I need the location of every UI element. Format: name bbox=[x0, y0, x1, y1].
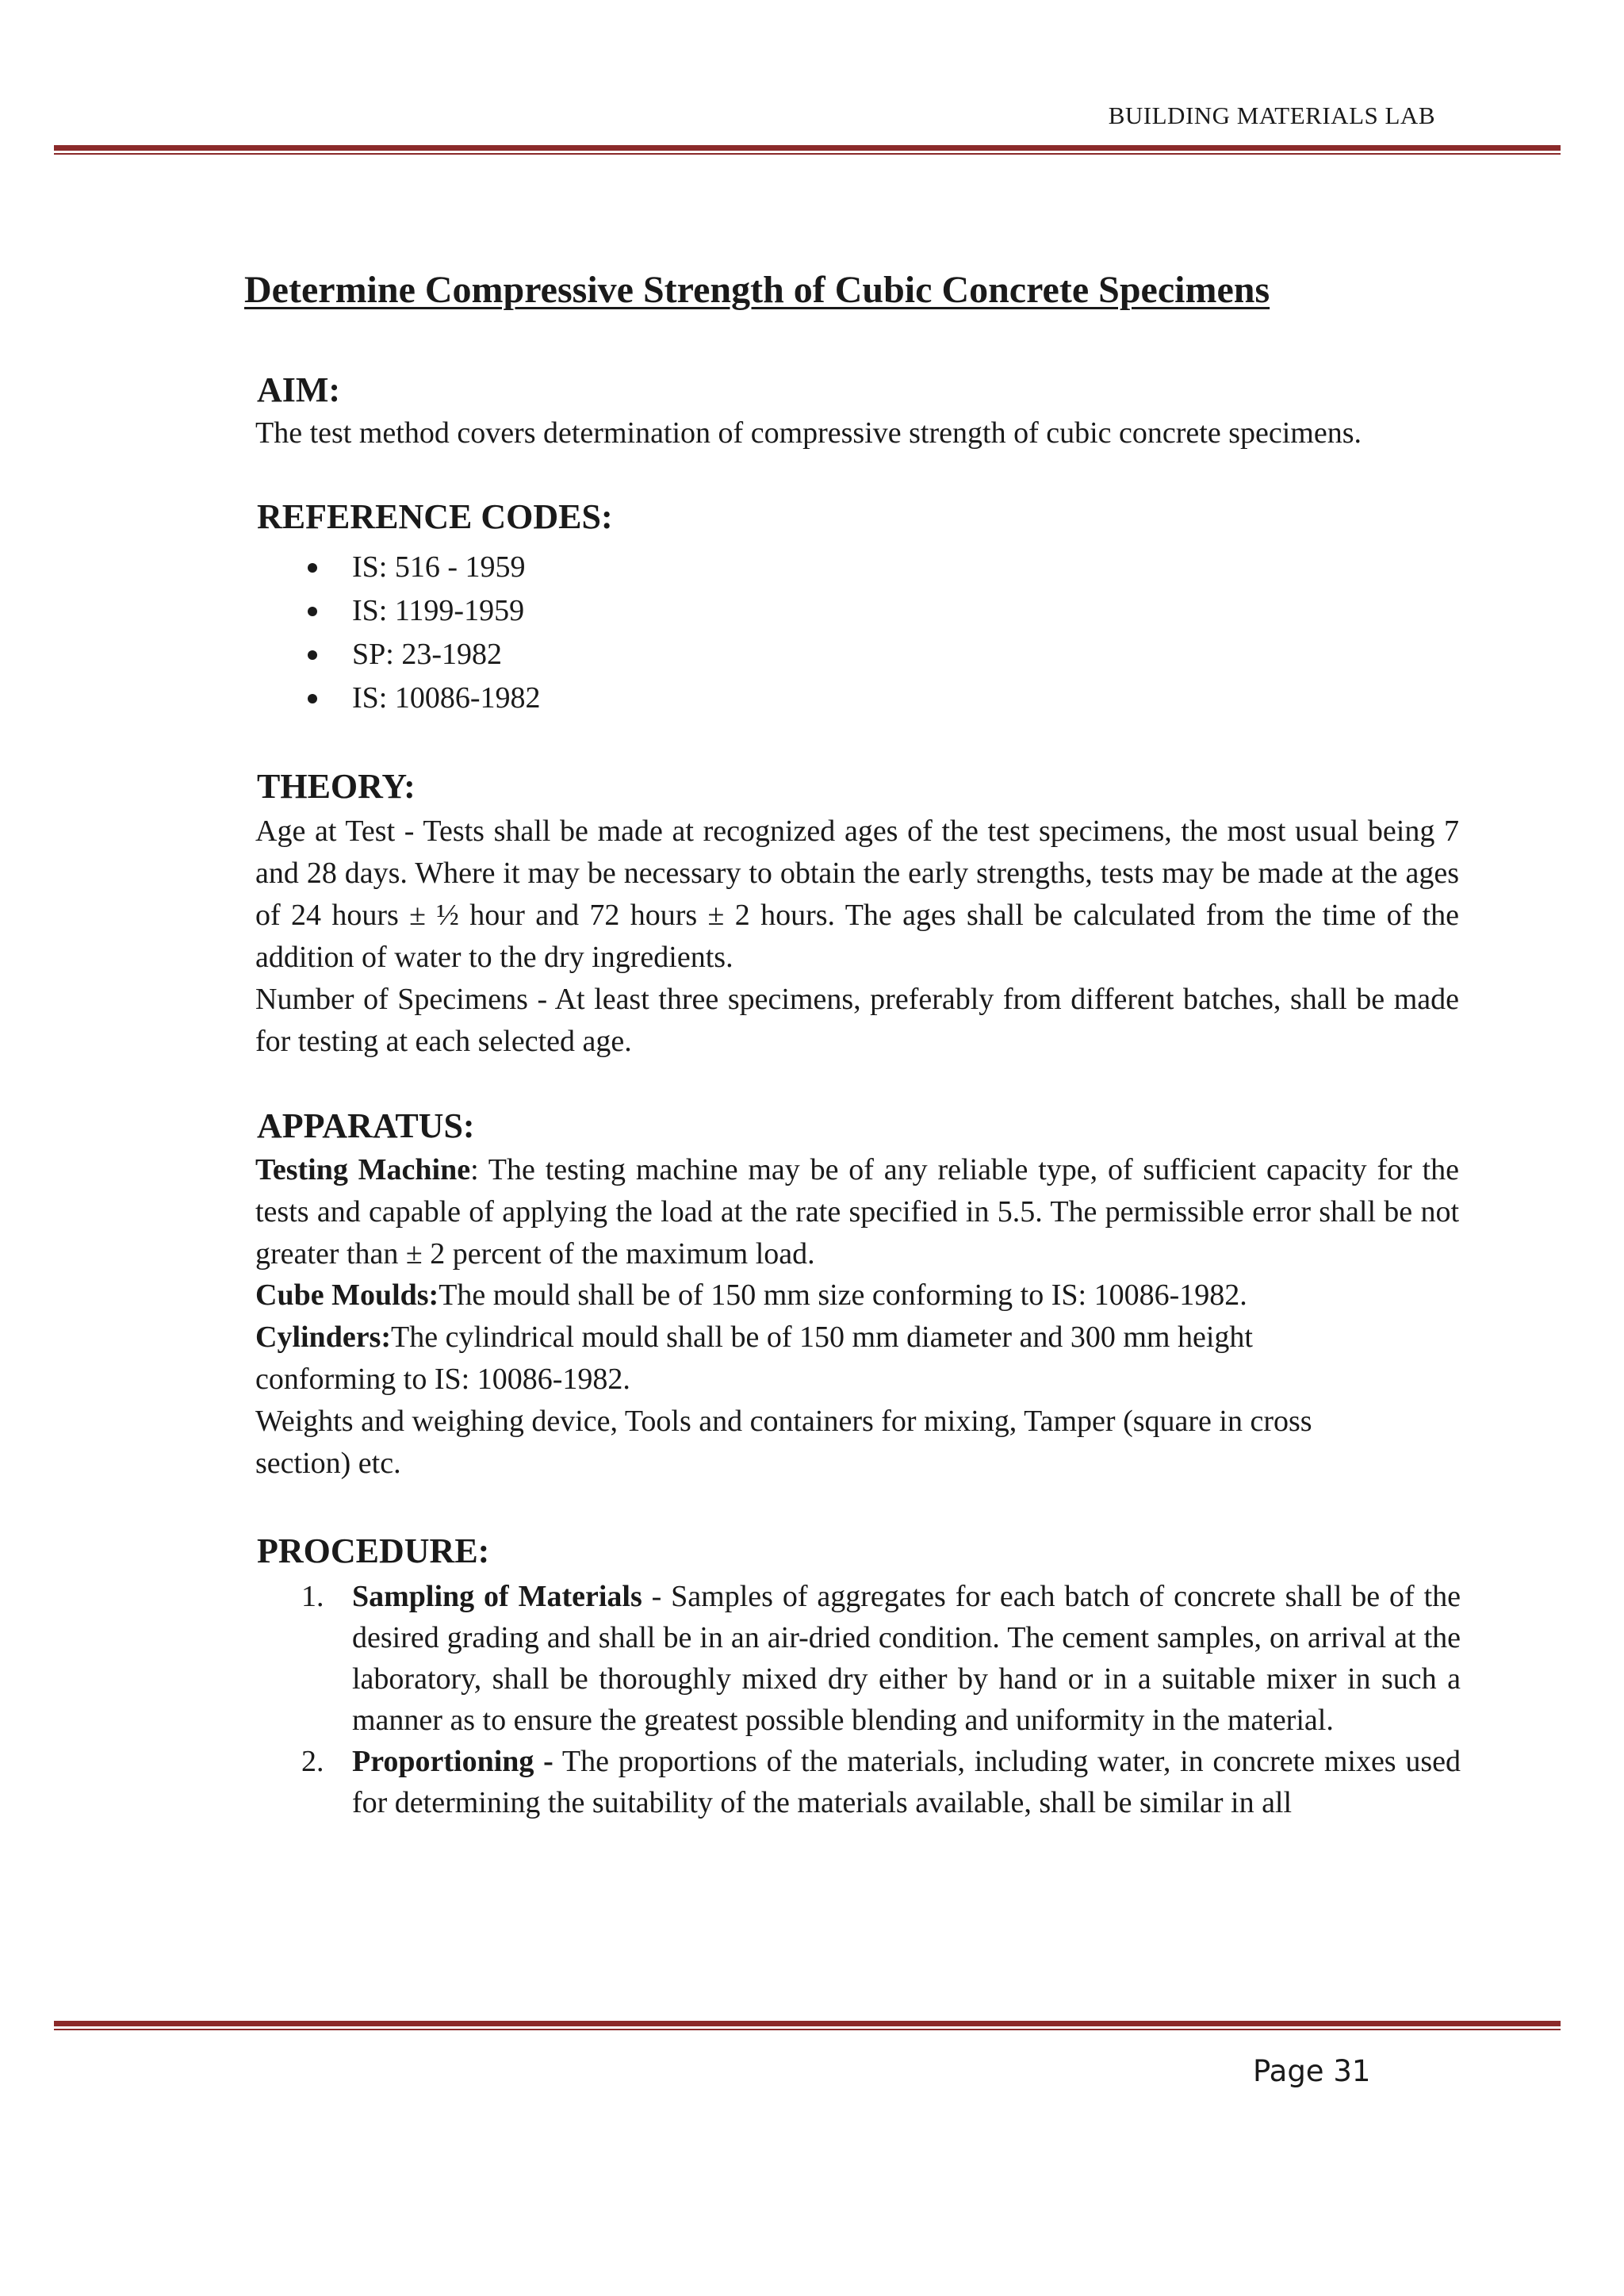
theory-age-paragraph: Age at Test - Tests shall be made at recognized ages of the test specimens, the most usual being 7 and 28 days. Where it may be necessary to obtain the early strengths, tests may be made at the ages of 24 hours ± ½ hour and 72 hours ± 2 hours. The ages shall be calculated from the time of the addition of water to the dry ingredients. bbox=[255, 815, 1459, 974]
bullet-icon bbox=[308, 694, 317, 703]
step-number: 1. bbox=[301, 1580, 324, 1613]
running-header: BUILDING MATERIALS LAB bbox=[1108, 102, 1435, 129]
list-item bbox=[304, 633, 541, 677]
procedure-step bbox=[298, 1576, 1461, 1741]
theory-heading: THEORY: bbox=[257, 767, 416, 806]
other-apparatus-text-continued: section) etc. bbox=[255, 1447, 401, 1480]
procedure-heading: PROCEDURE: bbox=[257, 1531, 490, 1570]
reference-codes-list bbox=[304, 546, 541, 720]
list-item bbox=[304, 589, 541, 633]
testing-machine-text: : The testing machine may be of any reliable type, of sufficient capacity for the tests and capable of applying the load at the rate specified in 5.5. The permissible error shall be not greater than ± 2 percent of the maximum load. bbox=[255, 1153, 1460, 1271]
aim-heading: AIM: bbox=[257, 370, 341, 409]
aim-paragraph: The test method covers determination of compressive strength of cubic concrete specimens. bbox=[255, 416, 1362, 450]
list-item bbox=[304, 677, 541, 720]
step-number: 2. bbox=[301, 1745, 324, 1778]
theory-text bbox=[255, 811, 1459, 1063]
bullet-icon bbox=[308, 650, 317, 660]
other-apparatus-text: Weights and weighing device, Tools and containers for mixing, Tamper (square in cross bbox=[255, 1405, 1312, 1438]
procedure-step bbox=[298, 1741, 1461, 1823]
apparatus-testing-machine bbox=[255, 1149, 1459, 1275]
list-item bbox=[304, 546, 541, 589]
bullet-icon bbox=[308, 563, 317, 573]
reference-code: SP: 23-1982 bbox=[352, 638, 502, 671]
bullet-icon bbox=[308, 607, 317, 616]
apparatus-others bbox=[255, 1274, 1459, 1485]
apparatus-heading: APPARATUS: bbox=[257, 1106, 475, 1145]
cube-moulds-label: Cube Moulds: bbox=[255, 1278, 439, 1312]
aim-text bbox=[255, 412, 1459, 454]
testing-machine-label: Testing Machine bbox=[255, 1153, 471, 1186]
cylinders-text: The cylindrical mould shall be of 150 mm diameter and 300 mm height bbox=[391, 1320, 1253, 1354]
header-rule bbox=[54, 145, 1561, 155]
footer-rule bbox=[54, 2021, 1561, 2030]
reference-code: IS: 516 - 1959 bbox=[352, 550, 526, 584]
reference-code: IS: 1199-1959 bbox=[352, 594, 525, 627]
step-label: Proportioning - bbox=[352, 1745, 553, 1778]
procedure-list bbox=[298, 1576, 1461, 1823]
theory-specimens-paragraph: Number of Specimens - At least three specimens, preferably from different batches, shall be made for testing at each selected age. bbox=[255, 983, 1459, 1058]
reference-code: IS: 10086-1982 bbox=[352, 681, 541, 715]
cube-moulds-text: The mould shall be of 150 mm size conforming to IS: 10086-1982. bbox=[439, 1278, 1247, 1312]
cylinders-label: Cylinders: bbox=[255, 1320, 391, 1354]
step-label: Sampling of Materials bbox=[352, 1580, 642, 1613]
reference-codes-heading: REFERENCE CODES: bbox=[257, 497, 613, 536]
step-text: The proportions of the materials, including water, in concrete mixes used for determining the suitability of the materials available, shall be similar in all bbox=[352, 1745, 1461, 1819]
cylinders-text-continued: conforming to IS: 10086-1982. bbox=[255, 1363, 630, 1396]
step-text: - Samples of aggregates for each batch of concrete shall be of the desired grading and shall be in an air-dried condition. The cement samples, on arrival at the laboratory, shall be thoroughly mixed dry either by hand or in a suitable mixer in such a manner as to ensure the greatest possible blending and uniformity in the material. bbox=[352, 1580, 1461, 1737]
page-title: Determine Compressive Strength of Cubic Concrete Specimens bbox=[244, 269, 1270, 311]
page-number: Page 31 bbox=[1253, 2054, 1371, 2088]
